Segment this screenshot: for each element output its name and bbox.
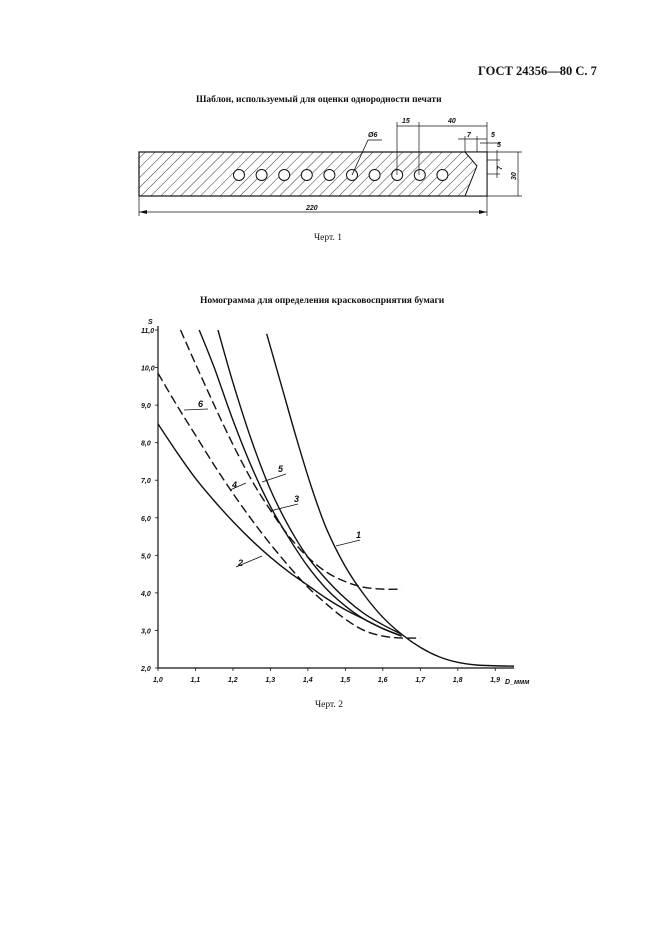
curve-label-4: 4 bbox=[232, 480, 238, 490]
x-tick-label: 1,4 bbox=[302, 677, 313, 684]
x-tick-label: 1,9 bbox=[490, 677, 500, 684]
x-tick-label: 1,3 bbox=[265, 677, 276, 684]
curve-2 bbox=[158, 424, 402, 636]
y-tick-label: 2,0 bbox=[141, 666, 151, 673]
x-tick-label: 1,1 bbox=[190, 677, 201, 684]
dim-5b: 5 bbox=[497, 142, 501, 149]
figure2-caption: Номограмма для определения красковосприятия бумаги bbox=[200, 296, 445, 306]
dim-7b: 7 bbox=[497, 166, 504, 170]
x-tick-label: 1,8 bbox=[452, 677, 463, 684]
curve-label-leader bbox=[270, 504, 298, 511]
x-tick-label: 1,0 bbox=[153, 677, 163, 684]
curve-1 bbox=[267, 334, 514, 666]
x-tick-label: 1,6 bbox=[377, 677, 388, 684]
y-tick-label: 9,0 bbox=[141, 403, 151, 411]
y-axis-label: S bbox=[148, 319, 153, 326]
page-header: ГОСТ 24356—80 С. 7 bbox=[478, 64, 597, 78]
curve-4 bbox=[199, 330, 401, 636]
y-tick-label: 8,0 bbox=[141, 440, 151, 448]
y-tick-label: 11,0 bbox=[141, 328, 155, 335]
dim-220: 220 bbox=[306, 205, 318, 212]
y-tick-label: 4,0 bbox=[141, 590, 151, 598]
figure1-caption: Шаблон, используемый для оценки однородности печати bbox=[196, 95, 442, 105]
figure2-label: Черт. 2 bbox=[315, 700, 343, 710]
curve-label-5: 5 bbox=[278, 464, 284, 474]
dim-30: 30 bbox=[511, 172, 518, 180]
curve-label-2: 2 bbox=[238, 558, 244, 568]
curve-label-leader bbox=[184, 409, 208, 410]
figure1-label: Черт. 1 bbox=[314, 233, 342, 243]
dim-7: 7 bbox=[467, 132, 471, 139]
y-tick-label: 7,0 bbox=[141, 478, 151, 486]
curve-label-6: 6 bbox=[198, 399, 204, 409]
x-tick-label: 1,2 bbox=[227, 677, 238, 684]
x-tick-label: 1,7 bbox=[415, 677, 426, 684]
x-tick-label: 1,5 bbox=[340, 677, 351, 684]
y-tick-label: 5,0 bbox=[141, 553, 151, 561]
dim-40: 40 bbox=[448, 118, 456, 125]
curve-label-1: 1 bbox=[356, 530, 362, 540]
hole-diameter-label: Ø6 bbox=[368, 132, 378, 139]
y-tick-label: 10,0 bbox=[141, 365, 155, 373]
y-tick-label: 3,0 bbox=[141, 628, 151, 636]
x-axis-label: D_ммм bbox=[505, 679, 530, 686]
dim-5: 5 bbox=[491, 132, 495, 139]
dim-15: 15 bbox=[402, 118, 410, 125]
curve-label-leader bbox=[336, 540, 360, 546]
y-tick-label: 6,0 bbox=[141, 515, 151, 523]
curve-3 bbox=[180, 330, 401, 589]
curve-label-3: 3 bbox=[294, 494, 300, 504]
